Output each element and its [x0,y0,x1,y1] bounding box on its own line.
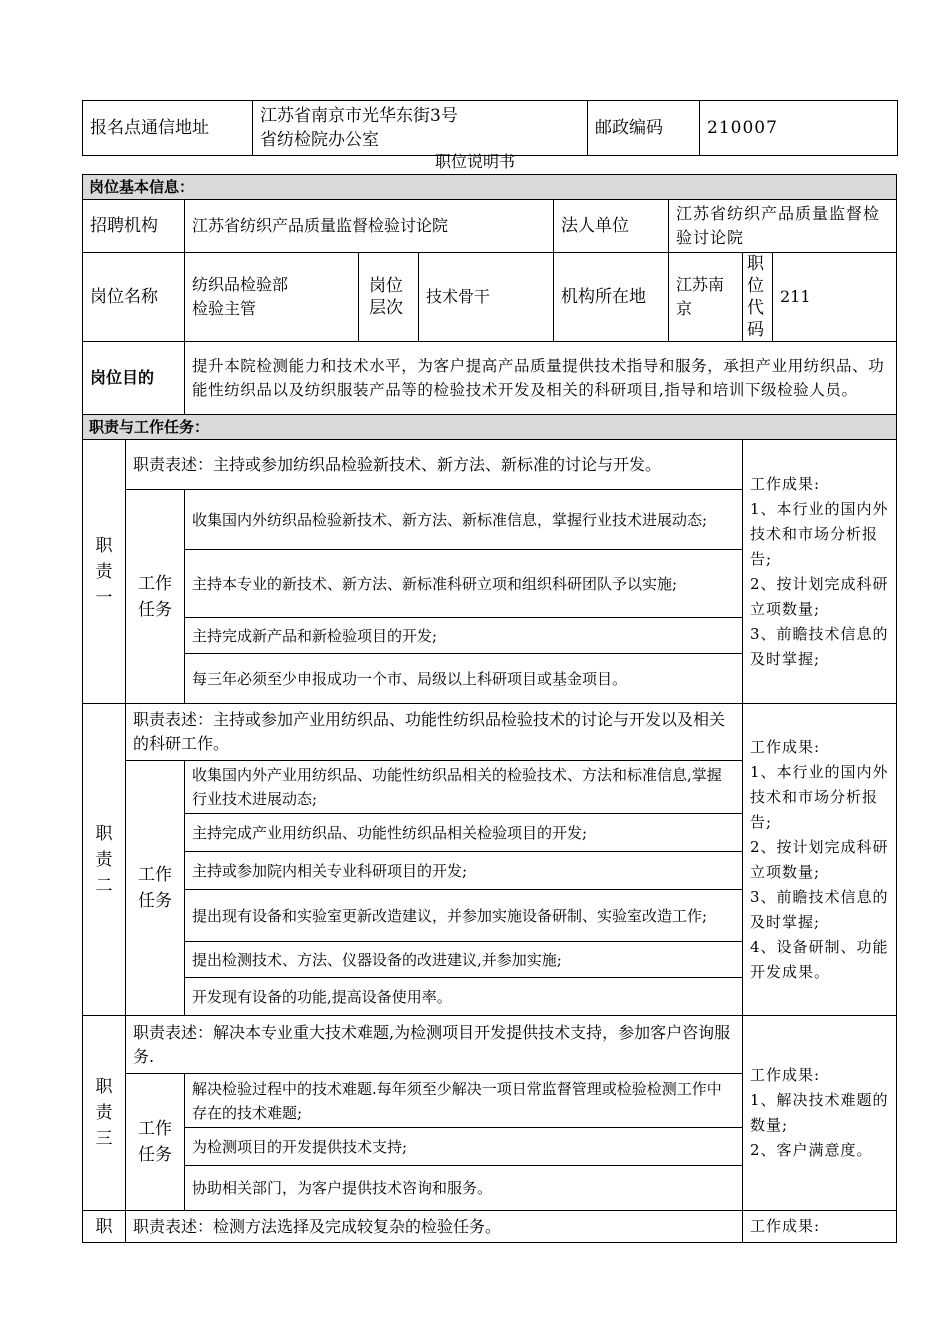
duty-1-label: 职责一 [83,440,126,704]
duty-1-task-label: 工作任务 [126,490,185,704]
duty-1-task: 主持本专业的新技术、新方法、新标准科研立项和组织科研团队予以实施; [185,550,743,618]
registration-table [82,100,898,156]
address-label: 报名点通信地址 [83,101,253,156]
job-description-table [82,174,897,1243]
position-label: 岗位名称 [83,253,185,342]
duty-2-label: 职责二 [83,704,126,1016]
duty-2-task: 主持完成产业用纺织品、功能性纺织品相关检验项目的开发; [185,814,743,852]
duties-header: 职责与工作任务： [83,415,897,440]
duty-4-results: 工作成果: [743,1211,897,1243]
duty-3-task: 协助相关部门，为客户提供技术咨询和服务。 [185,1166,743,1211]
duty-2-task-label: 工作任务 [126,761,185,1016]
org-label: 招聘机构 [83,200,185,253]
location-value: 江苏南京 [669,253,743,342]
duty-2-results: 工作成果: 1、本行业的国内外技术和市场分析报告; 2、按计划完成科研立项数量; 3、前瞻技术信息的及时掌握; 4、设备研制、功能开发成果。 [743,704,897,1016]
code-label: 职位代码 [743,253,773,342]
postal-code: 210007 [700,101,898,156]
legal-value: 江苏省纺织产品质量监督检验讨论院 [669,200,897,253]
purpose-label: 岗位目的 [83,342,185,415]
position-value: 纺织品检验部 检验主管 [185,253,359,342]
duty-3-task-label: 工作任务 [126,1074,185,1211]
duty-1-results: 工作成果: 1、本行业的国内外技术和市场分析报告; 2、按计划完成科研立项数量; 3、前瞻技术信息的及时掌握; [743,440,897,704]
duty-3-task: 解决检验过程中的技术难题.每年须至少解决一项日常监督管理或检验检测工作中存在的技术难题; [185,1074,743,1128]
purpose-text: 提升本院检测能力和技术水平，为客户提高产品质量提供技术指导和服务，承担产业用纺织品、功能性纺织品以及纺织服装产品等的检验技术开发及相关的科研项目,指导和培训下级检验人员。 [185,342,897,415]
org-value: 江苏省纺织产品质量监督检验讨论院 [185,200,554,253]
duty-3-task: 为检测项目的开发提供技术支持; [185,1128,743,1166]
duty-1-task: 主持完成新产品和新检验项目的开发; [185,618,743,654]
duty-2-desc: 职责表述：主持或参加产业用纺织品、功能性纺织品检验技术的讨论与开发以及相关的科研工作。 [126,704,743,761]
duty-1-desc: 职责表述：主持或参加纺织品检验新技术、新方法、新标准的讨论与开发。 [126,440,743,490]
page-title: 职位说明书 [434,152,515,171]
duty-4-desc: 职责表述：检测方法选择及完成较复杂的检验任务。 [126,1211,743,1243]
duty-1-task: 每三年必须至少申报成功一个市、局级以上科研项目或基金项目。 [185,654,743,704]
legal-label: 法人单位 [554,200,669,253]
level-label: 岗位层次 [359,253,419,342]
duty-2-task: 开发现有设备的功能,提高设备使用率。 [185,978,743,1016]
duty-3-label: 职责三 [83,1016,126,1211]
duty-2-task: 主持或参加院内相关专业科研项目的开发; [185,852,743,890]
code-value: 211 [773,253,897,342]
level-value: 技术骨干 [419,253,554,342]
duty-3-results: 工作成果: 1、解决技术难题的数量; 2、客户满意度。 [743,1016,897,1211]
duty-3-desc: 职责表述：解决本专业重大技术难题,为检测项目开发提供技术支持，参加客户咨询服务. [126,1016,743,1074]
duty-2-task: 提出现有设备和实验室更新改造建议，并参加实施设备研制、实验室改造工作; [185,890,743,942]
duty-1-task: 收集国内外纺织品检验新技术、新方法、新标准信息，掌握行业技术进展动态; [185,490,743,550]
postal-label: 邮政编码 [588,101,700,156]
address-value: 江苏省南京市光华东街3号 省纺检院办公室 [253,101,588,156]
duty-2-task: 提出检测技术、方法、仪器设备的改进建议,并参加实施; [185,942,743,978]
location-label: 机构所在地 [554,253,669,342]
duty-2-task: 收集国内外产业用纺织品、功能性纺织品相关的检验技术、方法和标准信息,掌握行业技术进展动态; [185,761,743,814]
duty-4-label: 职 [83,1211,126,1243]
basic-info-header: 岗位基本信息： [83,175,897,200]
